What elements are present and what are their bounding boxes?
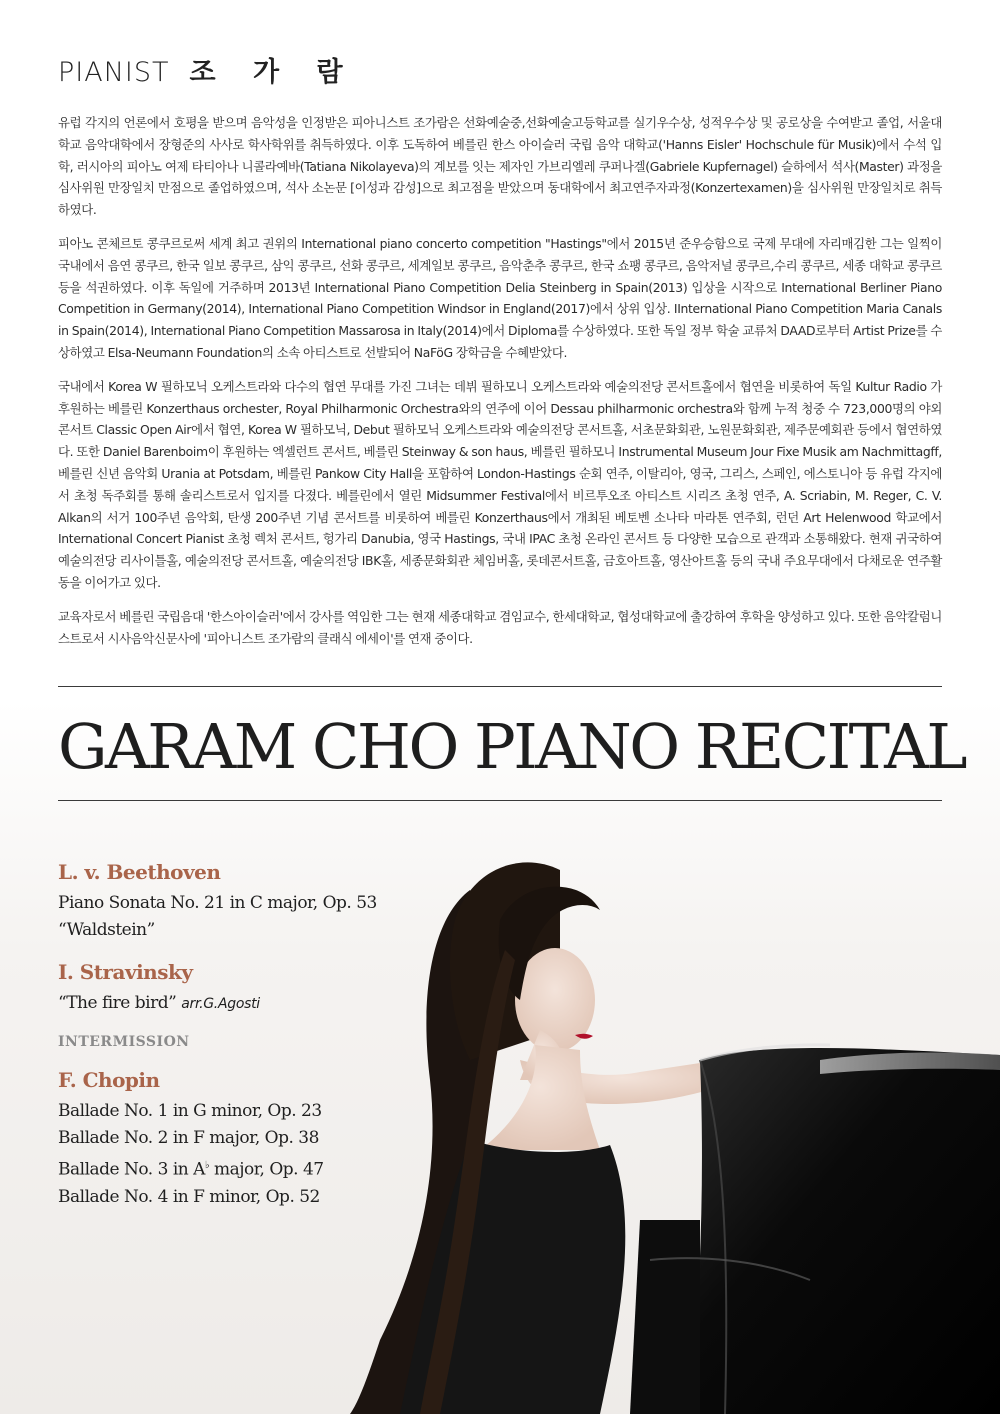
header bbox=[58, 50, 357, 89]
artist-name: 조 가 람 bbox=[189, 57, 357, 88]
work-title: Piano Sonata No. 21 in C major, Op. 53 bbox=[58, 893, 377, 913]
artist-role: PIANIST bbox=[58, 57, 170, 88]
work-title: Ballade No. 1 in G minor, Op. 23 bbox=[58, 1101, 322, 1121]
work-title-line bbox=[58, 1152, 418, 1184]
program-stravinsky bbox=[58, 960, 418, 1018]
bio-paragraph: 교육자로서 베를린 국립음대 '한스아이슬러'에서 강사를 역임한 그는 현재 세종대학교 겸임교수, 한세대학교, 협성대학교에 출강하여 후학을 양성하고 있다. 또한 음악칼럼니스트로서 시사음악신문사에 '피아니스트 조가람의 클래식 에세이'를 연재 중이다. bbox=[58, 608, 942, 646]
composer-name: I. Stravinsky bbox=[58, 960, 193, 984]
work-title: Ballade No. 2 in F major, Op. 38 bbox=[58, 1128, 319, 1148]
work-title: Ballade No. 4 in F minor, Op. 52 bbox=[58, 1186, 320, 1207]
biography bbox=[58, 112, 942, 661]
intermission-label: INTERMISSION bbox=[58, 1034, 190, 1050]
program-chopin bbox=[58, 1068, 418, 1211]
title-rule-top bbox=[58, 686, 942, 687]
program bbox=[58, 860, 418, 1227]
work-title: “The fire bird” bbox=[58, 993, 177, 1013]
work-title-line bbox=[58, 990, 418, 1018]
composer-name: L. v. Beethoven bbox=[58, 860, 221, 884]
work-title-end: major, Op. 47 bbox=[209, 1159, 324, 1180]
work-subtitle: “Waldstein” bbox=[58, 920, 155, 940]
program-beethoven bbox=[58, 860, 418, 944]
title-rule-bottom bbox=[58, 800, 942, 801]
flat-sign: ♭ bbox=[204, 1160, 210, 1171]
work-title-start: Ballade No. 3 in A bbox=[58, 1159, 205, 1180]
recital-title: GARAM CHO PIANO RECITAL bbox=[58, 710, 966, 783]
bio-paragraph: 국내에서 Korea W 필하모닉 오케스트라와 다수의 협연 무대를 가진 그녀는 데뷔 필하모니 오케스트라와 예술의전당 콘서트홀에서 협연을 비롯하여 독일 Kultur Radio 가 후원하는 베를린 Konzerthaus orchester, Royal Philharmonic Orchestra와의 연주에 이어 Dessau philharmonic orchestra와 함께 누적 청중 수 723,000명의 야외 콘서트 Classic Open Air에서 협연, Korea W 필하모닉, Debut 필하모닉 오케스트라와 예술의전당 콘서트홀, 서초문화회관, 노원문화회관, 제주문예회관 등에서 협연하였다. 또한 Daniel Barenboim이 후원하는 엑셀런트 콘서트, 베를린 Steinway & son haus, 베를린 필하모니 Instrumental Museum Jour Fixe Musik am Nachmittagff, 베를린 신년 음악회 Urania at Potsdam, 베를린 Pankow City Hall을 포함하여 London-Hastings 순회 연주, 이탈리아, 영국, 그리스, 스페인, 에스토니아 등 유럽 각지에서 초청 독주회를 통해 솔리스트로서 입지를 다졌다. 베를린에서 열린 Midsummer Festival에서 비르투오조 아티스트 시리즈 초청 연주, A. Scriabin, M. Reger, C. V. Alkan의 서거 100주년 음악회, 탄생 200주년 기념 콘서트를 비롯하여 베를린 Konzerthaus에서 개최된 베토벤 소나타 마라톤 연주회, 런던 Art Helenwood 학교에서 International Concert Pianist 초청 렉처 콘서트, 헝가리 Danubia, 영국 Hastings, 국내 IPAC 초청 온라인 콘서트 등 다양한 모습으로 관객과 소통해왔다. 현재 귀국하여 예술의전당 리사이틀홀, 예술의전당 콘서트홀, 예술의전당 IBK홀, 세종문화회관 체임버홀, 롯데콘서트홀, 금호아트홀, 영산아트홀 등의 국내 주요무대에서 다채로운 연주활동을 이어가고 있다. bbox=[58, 378, 942, 590]
composer-name: F. Chopin bbox=[58, 1068, 160, 1092]
bio-paragraph: 피아노 콘체르토 콩쿠르로써 세계 최고 권위의 International piano concerto competition "Hastings"에서 2015년 준우승함으로 국제 무대에 자리매김한 그는 일찍이 국내에서 음연 콩쿠르, 한국 일보 콩쿠르, 삼익 콩쿠르, 선화 콩쿠르, 세계일보 콩쿠르, 음악춘추 콩쿠르, 한국 쇼팽 콩쿠르, 음악저널 콩쿠르,수리 콩쿠르, 세종 대학교 콩쿠르 등을 석권하였다. 이후 독일에 거주하며 2013년 International Piano Competition Delia Steinberg in Spain(2013) 입상을 시작으로 International Berliner Piano Competition in Germany(2014), International Piano Competition Windsor in England(2017)에서 상위 입상. IInternational Piano Competition Maria Canals in Spain(2014), International Piano Competition Massarosa in Italy(2014)에서 Diploma를 수상하였다. 또한 독일 정부 학술 교류처 DAAD로부터 Artist Prize를 수상하였고 Elsa-Neumann Foundation의 소속 아티스트로 선발되어 NaFöG 장학금을 수혜받았다. bbox=[58, 235, 942, 360]
arranger-credit: arr.G.Agosti bbox=[181, 996, 260, 1012]
bio-paragraph: 유럽 각지의 언론에서 호평을 받으며 음악성을 인정받은 피아니스트 조가람은 선화예술중,선화예술고등학교를 실기우수상, 성적우수상 및 공로상을 수여받고 졸업, 서울대학교 음악대학에서 장형준의 사사로 학사학위를 취득하였다. 이후 도독하여 베를린 한스 아이슬러 국립 음악 대학교('Hanns Eisler' Hochschule für Musik)에서 수석 입학, 러시아의 피아노 여제 타티아나 니콜라예바(Tatiana Nikolayeva)의 계보를 잇는 제자인 가브리엘레 쿠퍼나겔(Gabriele Kupfernagel) 슬하에서 석사(Master) 과정을 심사위원 만장일치 만점으로 졸업하였으며, 석사 소논문 [이성과 감성]으로 최고점을 받았으며 동대학에서 최고연주자과정(Konzertexamen)을 심사위원 만장일치로 취득하였다. bbox=[58, 115, 942, 218]
